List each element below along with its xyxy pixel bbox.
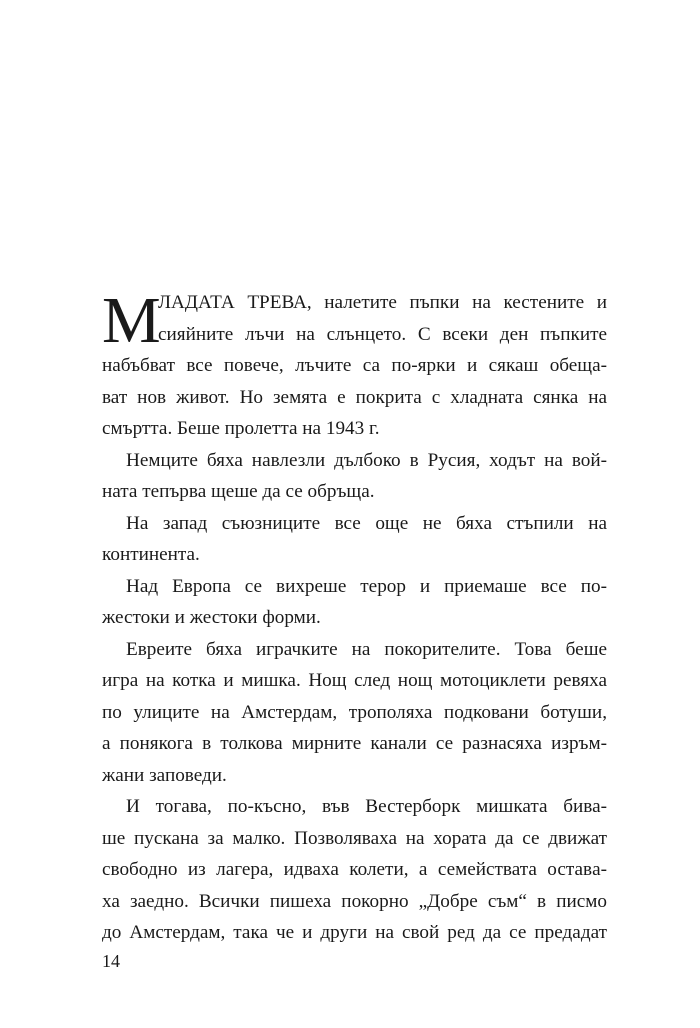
text-line: ната тепърва щеше да се обръща. <box>102 481 375 502</box>
text-line: ха заедно. Всички пишеха покорно „Добре съм“ в писмо <box>102 890 607 912</box>
text-line: Над Европа се вихреше терор и приемаше все по- <box>126 575 607 597</box>
text-line: На запад съюзниците все още не бяха стъпили на <box>126 512 607 534</box>
text-line: И тогава, по-късно, във Вестерборк мишката бива- <box>126 796 607 817</box>
page-number: 14 <box>102 951 120 971</box>
text-line: Евреите бяха играчките на покорителите. Това беше <box>126 638 607 660</box>
text-line: свободно из лагера, идваха колети, а семействата оставa- <box>102 859 607 880</box>
paragraph-4 <box>102 571 607 634</box>
text-line: жестоки и жестоки форми. <box>102 607 321 628</box>
text-line: по улиците на Амстердам, трополяха подковани ботуши, <box>102 701 607 723</box>
paragraph-3 <box>102 508 607 571</box>
text-line: ЛАДАТА ТРЕВА, налетите пъпки на кестените и <box>158 292 607 313</box>
text-line: жани заповеди. <box>102 764 227 786</box>
paragraph-2 <box>102 445 607 508</box>
text-line: а понякога в толкова мирните канали се разнасяха изръм- <box>102 733 607 754</box>
paragraph-6 <box>102 791 607 949</box>
text-line: ват нов живот. Но земята е покрита с хладната сянка на <box>102 386 607 408</box>
drop-cap: М <box>102 284 161 357</box>
text-line: Немците бяха навлезли дълбоко в Русия, ходът на вой- <box>126 449 607 471</box>
text-line: игра на котка и мишка. Нощ след нощ мотоциклети ревяха <box>102 670 607 691</box>
drop-cap-block <box>102 284 607 357</box>
body-text <box>102 284 607 949</box>
text-line: набъбват все повече, лъчите са по-ярки и сякаш обеща- <box>102 355 607 376</box>
text-line: ше пускана за малко. Позволяваха на хората да се движат <box>102 827 607 849</box>
text-line: до Амстердам, така че и други на свой ред да се предадат <box>102 922 607 943</box>
paragraph-5 <box>102 634 607 792</box>
text-line: смъртта. Беше пролетта на 1943 г. <box>102 418 380 439</box>
text-line: континента. <box>102 544 200 565</box>
text-line: сияйните лъчи на слънцето. С всеки ден пъпките <box>158 323 607 345</box>
paragraph-1 <box>102 284 607 445</box>
